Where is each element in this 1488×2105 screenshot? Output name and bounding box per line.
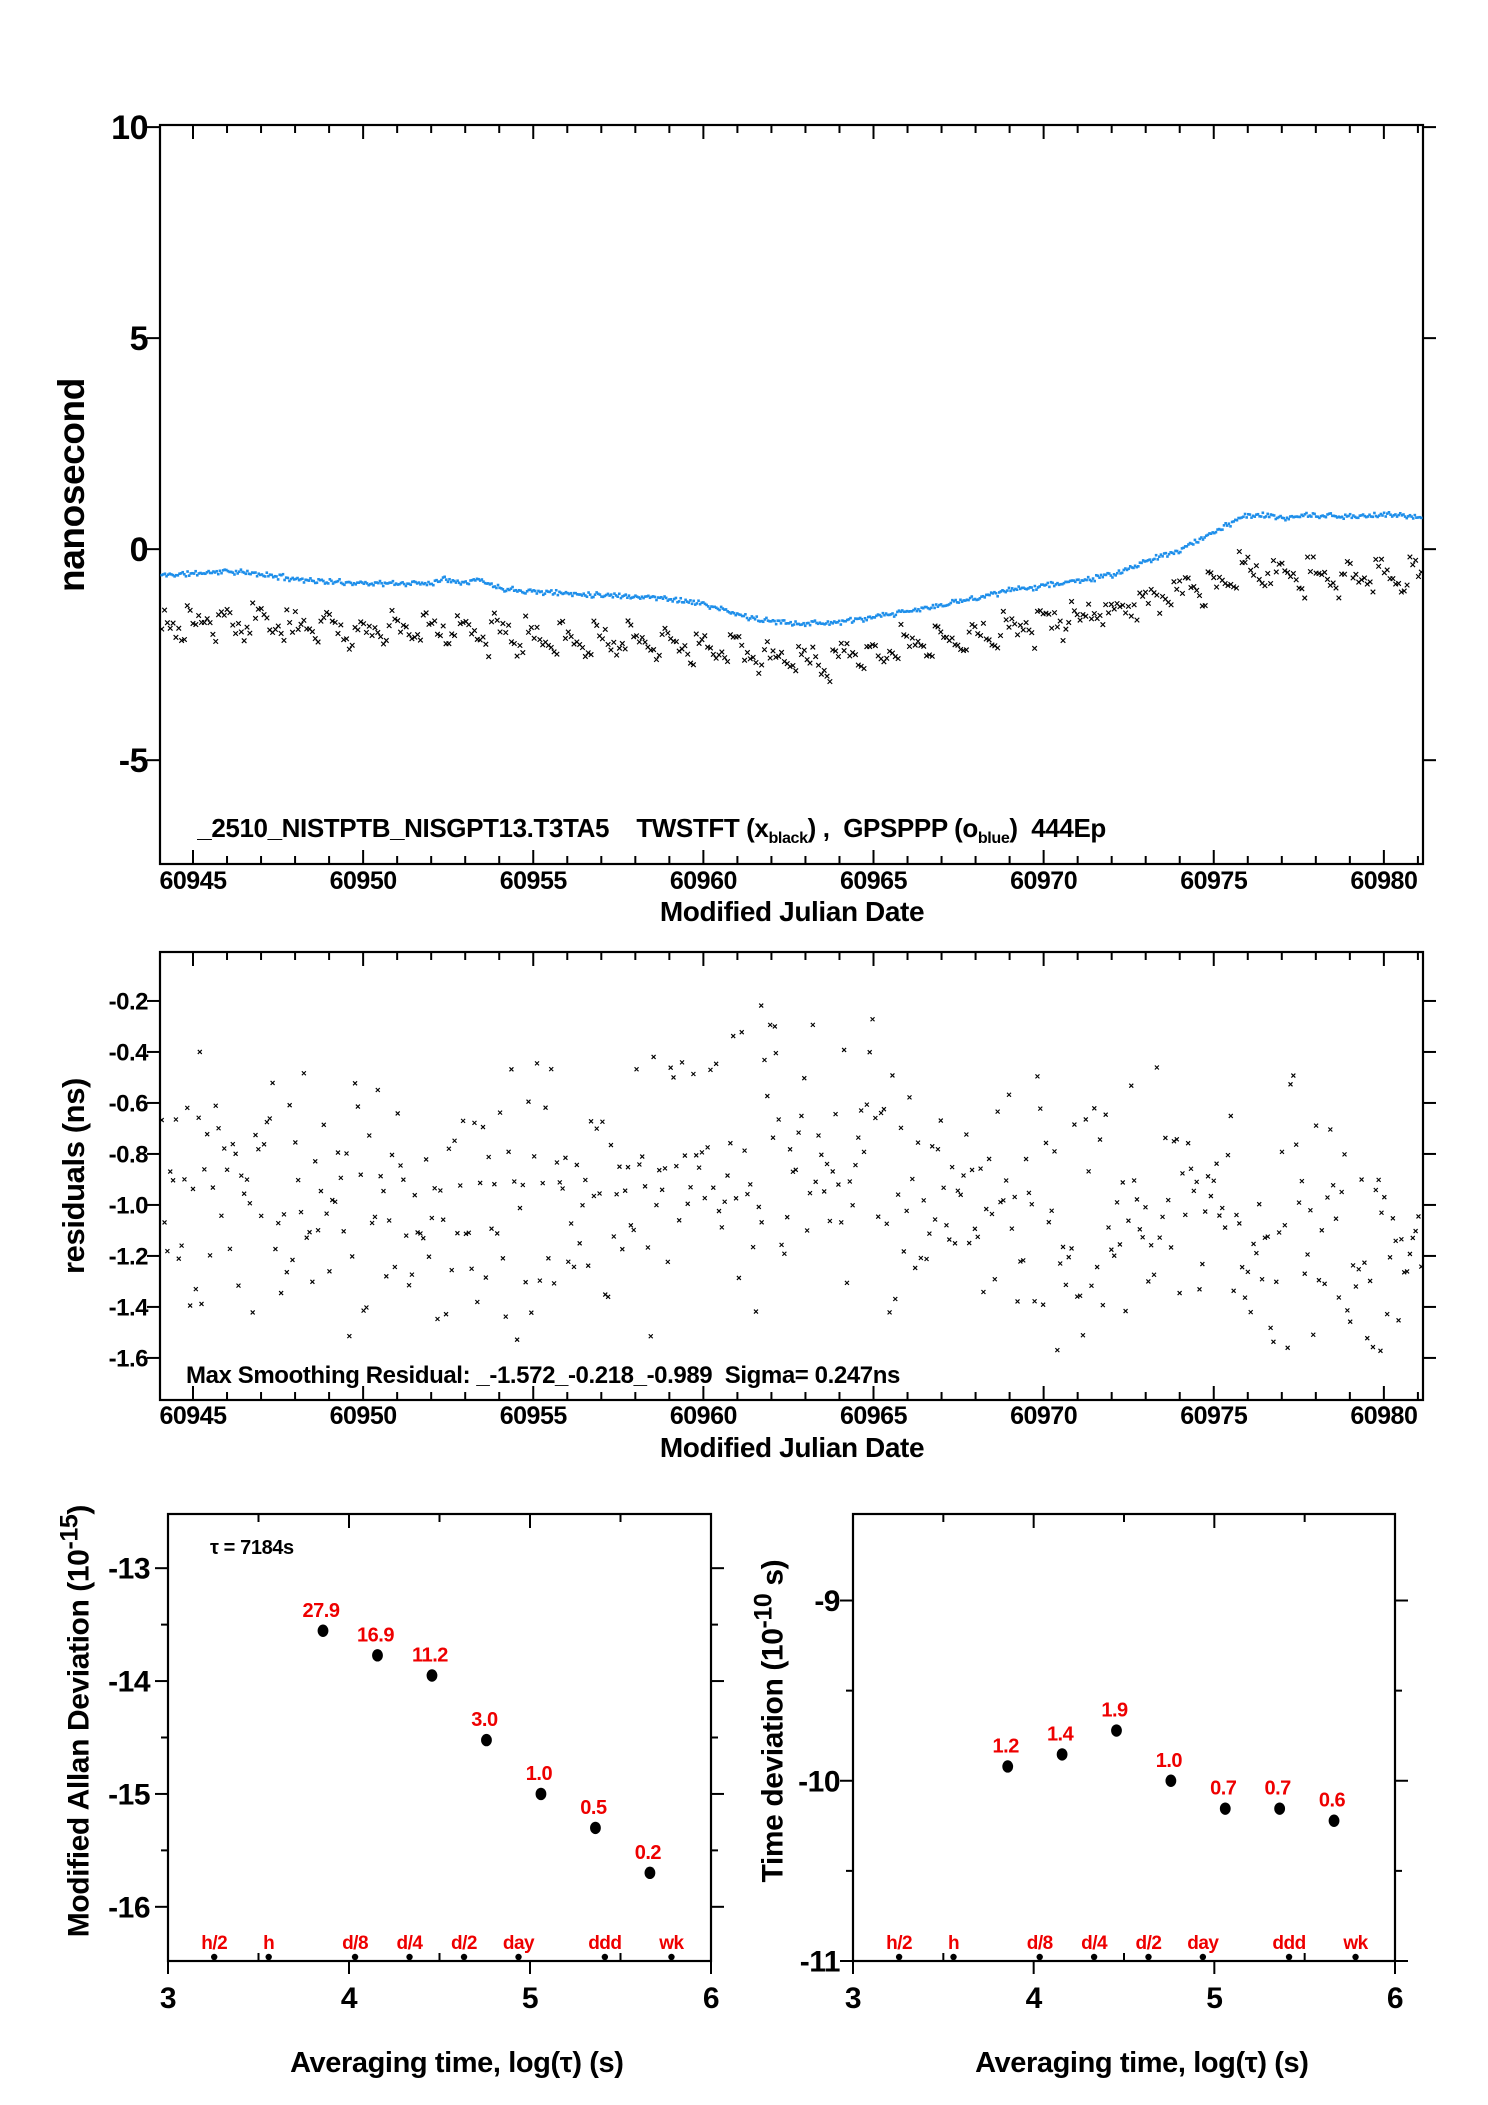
- deviation-point-value: 3.0: [471, 1709, 498, 1732]
- deviation-point: [590, 1822, 601, 1834]
- deviation-point-value: 1.2: [992, 1735, 1019, 1758]
- middle-chart-y-tick-label: -0.6: [108, 1090, 148, 1118]
- tau-tick-dot: [1286, 1954, 1292, 1960]
- middle-chart-y-tick-label: -0.2: [108, 988, 148, 1016]
- deviation-point: [645, 1867, 656, 1879]
- mad-chart-points: [303, 1600, 662, 1879]
- mad-chart-x-tick-label: 5: [521, 1982, 539, 2015]
- tau-tick-label: day: [502, 1933, 535, 1954]
- tau-tick-label: h/2: [886, 1933, 913, 1954]
- mad-chart-y-tick-label: -16: [108, 1891, 150, 1925]
- deviation-point-value: 0.2: [634, 1841, 662, 1864]
- middle-chart-y-axis-title: residuals (ns): [56, 1078, 91, 1274]
- middle-chart: [109, 952, 1436, 1430]
- middle-chart-x-tick-label: 60950: [329, 1402, 397, 1430]
- tau-tick-dot: [406, 1954, 412, 1960]
- deviation-point: [536, 1788, 547, 1800]
- top-chart-title: _2510_NISTPTB_NISGPT13.T3TA5 TWSTFT $(x_{black})$ , GPSPPP $(o_{blue})$ 444Ep: [197, 813, 1106, 848]
- deviation-point: [1002, 1760, 1013, 1772]
- mad-chart-x-axis-title: Averaging time, log(τ) (s): [290, 2047, 624, 2079]
- tau-tick-label: d/8: [1026, 1933, 1053, 1954]
- deviation-point-value: 27.9: [302, 1599, 340, 1622]
- tdev-chart-y-axis-title: Time deviation ($10^{-10}$ s): [749, 1559, 790, 1883]
- middle-chart-y-tick-label: -0.8: [108, 1141, 148, 1169]
- middle-chart-x-tick-label: 60980: [1350, 1402, 1418, 1430]
- tau-tick-label: day: [1187, 1933, 1219, 1954]
- tau-tick-label: h/2: [201, 1933, 228, 1954]
- top-chart-x-tick-label: 60980: [1350, 867, 1418, 895]
- deviation-point: [1057, 1748, 1068, 1760]
- tau-tick-label: h: [263, 1933, 275, 1954]
- top-chart-x-tick-label: 60955: [499, 867, 567, 895]
- middle-chart-note: Max Smoothing Residual: _-1.572_-0.218_-0.989 Sigma= 0.247ns: [186, 1362, 900, 1389]
- tdev-chart-x-tick-label: 5: [1206, 1982, 1223, 2015]
- deviation-point-value: 1.4: [1046, 1723, 1074, 1746]
- deviation-point-value: 16.9: [357, 1624, 394, 1647]
- deviation-point: [1111, 1724, 1122, 1736]
- tau-tick-label: d/2: [451, 1933, 477, 1954]
- middle-chart-y-tick-label: -1.6: [108, 1345, 148, 1373]
- tau-tick-label: d/2: [1135, 1933, 1162, 1954]
- mad-chart: [108, 1514, 724, 2015]
- tdev-chart-y-tick-label: -11: [799, 1945, 840, 1979]
- tau-tick-dot: [1145, 1954, 1151, 1960]
- top-chart-series-gpsppp: [160, 511, 1422, 627]
- tau-tick-dot: [211, 1954, 217, 1960]
- deviation-point-value: 0.5: [580, 1796, 607, 1819]
- deviation-point-value: 1.0: [1155, 1749, 1183, 1772]
- middle-chart-x-tick-label: 60955: [499, 1402, 567, 1430]
- tau-tick-label: d/8: [342, 1933, 369, 1954]
- deviation-point: [1165, 1775, 1176, 1787]
- deviation-point-value: 11.2: [412, 1644, 448, 1667]
- tau-tick-label: d/4: [396, 1933, 423, 1954]
- top-chart: [111, 109, 1436, 895]
- mad-chart-y-tick-label: -13: [108, 1552, 150, 1586]
- tau-tick-label: ddd: [588, 1933, 622, 1954]
- middle-chart-x-tick-label: 60945: [159, 1402, 227, 1430]
- deviation-point: [481, 1734, 492, 1746]
- tau-tick-dot: [1037, 1954, 1043, 1960]
- top-chart-x-tick-label: 60965: [839, 867, 908, 895]
- middle-chart-y-tick-label: -1.2: [108, 1243, 148, 1271]
- deviation-point-value: 0.6: [1318, 1789, 1346, 1812]
- tau-tick-dot: [602, 1954, 608, 1960]
- tdev-chart-x-tick-label: 4: [1025, 1982, 1042, 2015]
- tau-tick-dot: [352, 1954, 358, 1960]
- tdev-chart-x-tick-label: 6: [1386, 1982, 1404, 2015]
- mad-chart-tau-marks: [201, 1933, 684, 1960]
- tdev-chart-x-tick-label: 3: [844, 1982, 862, 2015]
- top-chart-y-tick-label: 0: [129, 531, 148, 570]
- middle-chart-x-tick-label: 60975: [1180, 1402, 1248, 1430]
- mad-chart-x-tick-label: 3: [159, 1982, 177, 2015]
- mad-chart-x-tick-label: 4: [340, 1982, 358, 2015]
- tau-tick-label: wk: [659, 1933, 684, 1954]
- top-chart-x-tick-label: 60950: [329, 867, 397, 895]
- deviation-point-value: 1.9: [1101, 1699, 1128, 1722]
- tau-tick-dot: [1200, 1954, 1206, 1960]
- top-chart-frame: [160, 125, 1423, 864]
- title-id: _2510_NISTPTB_NISGPT13.T3TA5: [197, 813, 610, 843]
- deviation-point-value: 1.0: [525, 1762, 553, 1785]
- tau-tick-dot: [950, 1954, 956, 1960]
- tau-tick-dot: [668, 1954, 674, 1960]
- middle-chart-x-tick-label: 60970: [1010, 1402, 1078, 1430]
- tdev-chart-frame: [853, 1514, 1395, 1961]
- tau-tick-label: wk: [1343, 1933, 1368, 1954]
- tdev-chart-tau-marks: [886, 1933, 1369, 1960]
- mad-chart-y-tick-label: -14: [108, 1665, 150, 1699]
- tdev-chart-points: [993, 1700, 1346, 1827]
- tau-tick-dot: [1091, 1954, 1097, 1960]
- top-chart-y-tick-label: 10: [111, 109, 148, 148]
- middle-chart-y-tick-label: -1.4: [108, 1294, 148, 1322]
- tdev-chart-y-tick-label: -10: [798, 1765, 840, 1799]
- tdev-chart: [798, 1514, 1408, 2015]
- middle-chart-x-tick-label: 60965: [839, 1402, 908, 1430]
- top-chart-x-tick-label: 60970: [1010, 867, 1078, 895]
- tdev-chart-x-axis-title: Averaging time, log(τ) (s): [975, 2047, 1309, 2079]
- middle-chart-y-tick-label: -0.4: [108, 1039, 148, 1067]
- deviation-point-value: 0.7: [1210, 1777, 1237, 1800]
- title-twstft: TWSTFT (x: [636, 813, 769, 843]
- top-chart-x-tick-label: 60945: [159, 867, 227, 895]
- tdev-chart-y-tick-label: -9: [814, 1585, 840, 1619]
- mad-chart-y-axis-title: Modified Allan Deviation $(10^{-15})$: [55, 1504, 96, 1938]
- deviation-point: [1274, 1802, 1285, 1814]
- deviation-point: [1329, 1815, 1340, 1827]
- middle-chart-series-residuals: [160, 1004, 1424, 1353]
- mad-chart-tau-note: τ = 7184s: [210, 1537, 294, 1559]
- middle-chart-y-tick-label: -1.0: [108, 1192, 148, 1220]
- top-chart-y-tick-label: -5: [118, 742, 148, 781]
- deviation-point: [1220, 1802, 1231, 1814]
- tau-tick-dot: [1352, 1954, 1358, 1960]
- top-chart-x-tick-label: 60960: [669, 867, 737, 895]
- mad-chart-frame: [168, 1514, 711, 1961]
- tau-tick-label: h: [947, 1933, 960, 1954]
- tau-tick-dot: [515, 1954, 521, 1960]
- top-chart-x-tick-label: 60975: [1180, 867, 1248, 895]
- deviation-point: [318, 1625, 329, 1637]
- top-chart-series-twstft: [159, 549, 1423, 684]
- deviation-point-value: 0.7: [1264, 1777, 1291, 1800]
- middle-chart-x-axis-title: Modified Julian Date: [659, 1432, 925, 1463]
- mad-chart-x-tick-label: 6: [702, 1982, 720, 2015]
- middle-chart-frame: [160, 952, 1423, 1400]
- middle-chart-x-tick-label: 60960: [669, 1402, 737, 1430]
- deviation-point: [427, 1669, 438, 1681]
- deviation-point: [372, 1649, 383, 1661]
- tau-tick-dot: [265, 1954, 271, 1960]
- top-chart-x-axis-title: Modified Julian Date: [659, 896, 925, 927]
- mad-chart-y-tick-label: -15: [108, 1778, 150, 1812]
- top-chart-y-axis-title: nanosecond: [51, 378, 92, 592]
- top-chart-y-tick-label: 5: [129, 320, 148, 359]
- tau-tick-dot: [896, 1954, 902, 1960]
- tau-tick-label: d/4: [1081, 1933, 1108, 1954]
- tau-tick-label: ddd: [1272, 1933, 1306, 1954]
- tau-tick-dot: [461, 1954, 467, 1960]
